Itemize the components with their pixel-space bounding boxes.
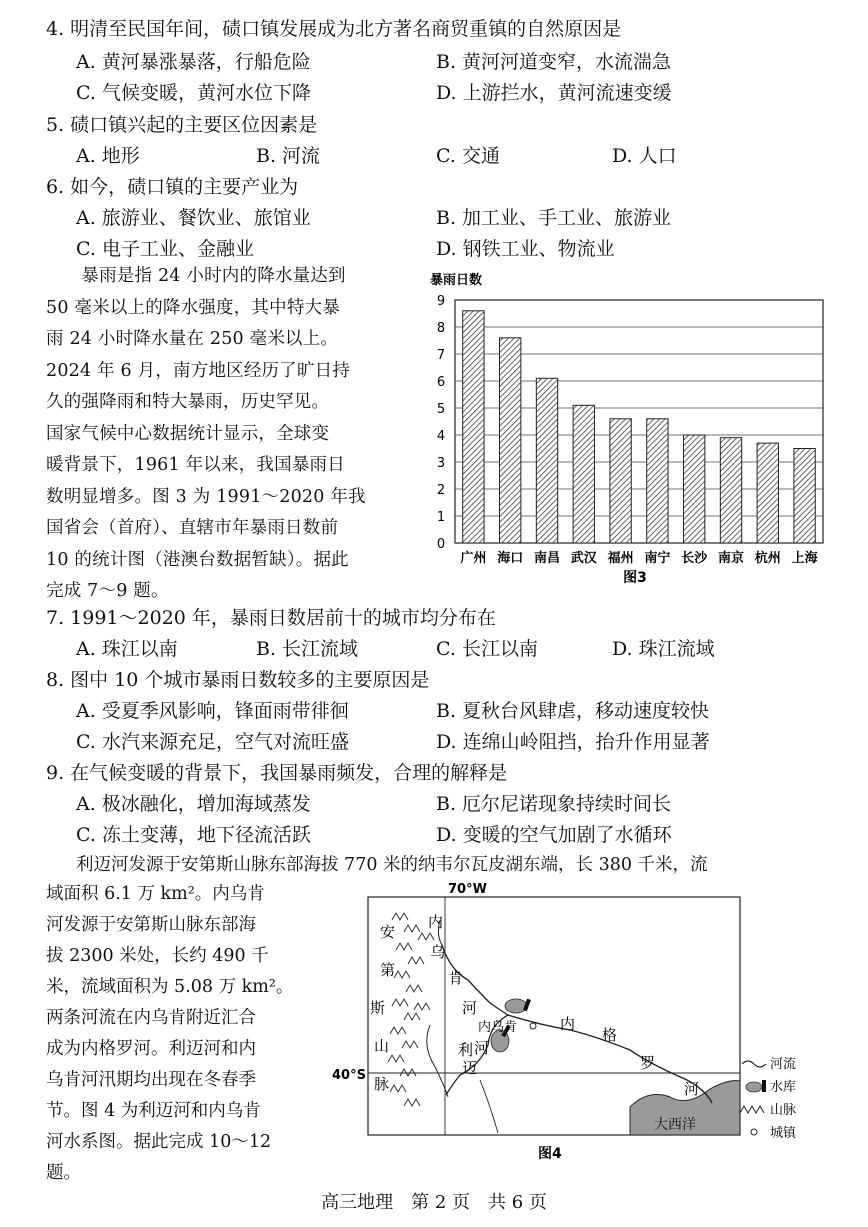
question-4-option-c: C. 气候变暖，黄河水位下降	[76, 82, 311, 104]
neuquen-char-3: 肯	[448, 969, 464, 987]
negro-char-1: 内	[560, 1015, 576, 1033]
passage-line: 数明显增多。图 3 为 1991～2020 年我	[46, 486, 366, 507]
passage-line: 节。图 4 为利迈河和内乌肯	[46, 1101, 261, 1121]
longitude-label: 70°W	[448, 882, 487, 897]
mountain-symbol	[402, 1041, 418, 1048]
chart-xtick-label: 长沙	[681, 551, 708, 566]
chart-xtick-label: 海口	[497, 551, 524, 566]
chart-bar	[720, 438, 741, 543]
question-5-option-a: A. 地形	[76, 145, 140, 167]
map-caption: 图4	[538, 1146, 562, 1162]
chart-ytick-label: 3	[436, 456, 446, 471]
passage-line: 2024 年 6 月，南方地区经历了旷日持	[46, 360, 351, 381]
question-8-option-b: B. 夏秋台风肆虐，移动速度较快	[436, 700, 710, 722]
question-7-option-a: A. 珠江以南	[76, 638, 178, 660]
question-7-option-d: D. 珠江流域	[612, 638, 715, 660]
passage-line: 域面积 6.1 万 km²。内乌肯	[46, 884, 265, 904]
chart-xtick-label: 武汉	[570, 551, 597, 566]
chart-xtick-label: 南昌	[533, 551, 561, 566]
chart-bar	[536, 378, 557, 543]
mountain-symbol	[404, 925, 420, 932]
question-5-option-b: B. 河流	[256, 145, 321, 167]
chart-xtick-label: 上海	[791, 551, 818, 566]
passage-line: 两条河流在内乌肯附近汇合	[46, 1008, 256, 1028]
question-6-option-c: C. 电子工业、金融业	[76, 238, 254, 260]
ocean-label: 大西洋	[654, 1117, 696, 1133]
chart-bar	[610, 419, 631, 543]
mountain-symbol	[390, 1027, 406, 1034]
latitude-label: 40°S	[332, 1068, 366, 1083]
question-5-option-d: D. 人口	[612, 145, 677, 167]
chart-ylabel: 暴雨日数	[430, 273, 483, 288]
legend-town-label: 城镇	[770, 1126, 797, 1141]
page-footer: 高三地理 第 2 页 共 6 页	[321, 1192, 547, 1213]
question-6-stem: 6. 如今，碛口镇的主要产业为	[46, 176, 299, 198]
chart-ytick-label: 7	[436, 348, 446, 363]
chart-xtick-label: 广州	[460, 551, 487, 566]
neuquen-char-4: 河	[462, 999, 478, 1017]
limay-char-2: 迈	[462, 1059, 478, 1077]
passage-line: 拔 2300 米处，长约 490 千	[46, 946, 269, 966]
mountain-symbol	[394, 971, 410, 978]
legend-dam-icon	[762, 1080, 766, 1092]
question-6-option-b: B. 加工业、手工业、旅游业	[436, 207, 672, 229]
chart-ytick-label: 4	[436, 429, 446, 444]
passage-line: 雨 24 小时降水量在 250 毫米以上。	[46, 329, 339, 349]
question-8-option-d: D. 连绵山岭阻挡，抬升作用显著	[436, 731, 710, 753]
question-8-option-a: A. 受夏季风影响，锋面雨带徘徊	[76, 700, 349, 722]
passage-line: 国家气候中心数据统计显示，全球变	[46, 423, 330, 444]
chart-bar	[684, 435, 705, 543]
question-9-option-c: C. 冻土变薄，地下径流活跃	[76, 824, 311, 846]
legend-reservoir-icon	[746, 1082, 762, 1092]
passage-rainstorm	[46, 261, 416, 608]
passage-line: 暴雨是指 24 小时内的降水量达到	[46, 266, 346, 286]
mountain-symbol	[414, 1003, 430, 1010]
question-5-stem: 5. 碛口镇兴起的主要区位因素是	[46, 114, 318, 136]
passage-line: 河发源于安第斯山脉东部海	[46, 915, 256, 935]
chart-ytick-label: 0	[436, 537, 446, 552]
question-5-option-c: C. 交通	[436, 145, 500, 167]
neuquen-char-2: 乌	[430, 943, 446, 961]
negro-char-2: 格	[602, 1026, 618, 1044]
question-4-option-d: D. 上游拦水，黄河流速变缓	[436, 82, 672, 104]
passage-river	[46, 879, 346, 1189]
town-label: 内乌肯	[478, 1020, 518, 1035]
limay-char-1: 利	[458, 1041, 474, 1059]
question-9-option-a: A. 极冰融化，增加海域蒸发	[76, 793, 311, 815]
chart-bar	[500, 338, 521, 543]
question-8-option-c: C. 水汽来源充足，空气对流旺盛	[76, 731, 349, 753]
question-6-option-d: D. 钢铁工业、物流业	[436, 238, 615, 260]
legend-river-label: 河流	[770, 1057, 797, 1072]
mountain-symbol	[390, 1085, 406, 1092]
legend-reservoir-label: 水库	[770, 1080, 797, 1095]
minor-river	[480, 1080, 498, 1133]
andes-char-5: 脉	[374, 1075, 390, 1093]
chart-ytick-label: 8	[436, 321, 446, 336]
mountain-symbol	[400, 1069, 416, 1076]
chart-bar	[757, 443, 778, 543]
legend-river-icon	[742, 1061, 766, 1067]
legend-mountain-label: 山脉	[770, 1103, 797, 1118]
passage-line: 题。	[46, 1163, 81, 1183]
chart-ytick-label: 6	[436, 375, 446, 390]
mountain-symbol	[406, 985, 422, 992]
andes-mountains	[388, 913, 434, 1106]
mountain-symbol	[418, 933, 434, 940]
question-4-option-b: B. 黄河河道变窄，水流湍急	[436, 51, 672, 73]
chart-xtick-label: 福州	[607, 551, 634, 566]
question-7-stem: 7. 1991～2020 年，暴雨日数居前十的城市均分布在	[46, 607, 496, 629]
mountain-symbol	[388, 1055, 404, 1062]
map-legend	[740, 1056, 797, 1141]
chart-ytick-label: 2	[436, 483, 446, 498]
mountain-symbol	[392, 999, 408, 1006]
chart-ytick-label: 9	[436, 294, 446, 309]
passage-line: 久的强降雨和特大暴雨，历史罕见。	[46, 392, 330, 412]
passage-line: 成为内格罗河。利迈河和内	[46, 1039, 256, 1059]
question-9-option-d: D. 变暖的空气加剧了水循环	[436, 824, 672, 846]
chart-ytick-label: 1	[436, 510, 446, 525]
chart-bar	[794, 449, 815, 544]
mountain-symbol	[404, 1013, 420, 1020]
passage-line: 国省会（首府）、直辖市年暴雨日数前	[46, 518, 339, 538]
question-7-option-b: B. 长江流域	[256, 638, 359, 660]
chart-xtick-label: 南京	[717, 551, 745, 566]
passage-line: 10 的统计图（港澳台数据暂缺）。据此	[46, 549, 349, 570]
chart-xtick-label: 杭州	[754, 551, 781, 566]
river-system-map	[330, 875, 810, 1165]
negro-char-4: 河	[684, 1080, 700, 1098]
reservoir-neuquen	[505, 999, 527, 1013]
mountain-symbol	[396, 943, 412, 950]
passage-line: 暖背景下，1961 年以来，我国暴雨日	[46, 455, 345, 475]
andes-char-1: 安	[380, 923, 396, 941]
andes-char-2: 第	[380, 961, 396, 979]
question-4-option-a: A. 黄河暴涨暴落，行船危险	[76, 51, 311, 73]
andes-char-4: 山	[374, 1037, 390, 1055]
map-frame	[368, 897, 740, 1135]
question-9-stem: 9. 在气候变暖的背景下，我国暴雨频发，合理的解释是	[46, 762, 508, 784]
legend-mountain-icon	[740, 1106, 764, 1113]
mountain-symbol	[404, 1099, 420, 1106]
passage-river-first-line: 利迈河发源于安第斯山脉东部海拔 770 米的纳韦尔瓦皮湖东端，长 380 千米，流	[76, 855, 708, 875]
question-7-option-c: C. 长江以南	[436, 638, 538, 660]
limay-char-3: 河	[474, 1039, 490, 1057]
neuquen-char-1: 内	[428, 913, 444, 931]
question-8-stem: 8. 图中 10 个城市暴雨日数较多的主要原因是	[46, 669, 430, 691]
chart-bar	[463, 311, 484, 543]
rainstorm-days-chart	[420, 262, 860, 592]
negro-char-3: 罗	[640, 1054, 656, 1072]
passage-line: 50 毫米以上的降水强度，其中特大暴	[46, 297, 340, 318]
question-4-stem: 4. 明清至民国年间，碛口镇发展成为北方著名商贸重镇的自然原因是	[46, 18, 622, 40]
legend-town-icon	[751, 1129, 757, 1135]
question-9-option-b: B. 厄尔尼诺现象持续时间长	[436, 793, 672, 815]
andes-char-3: 斯	[370, 999, 386, 1017]
chart-xtick-label: 南宁	[644, 551, 671, 566]
chart-ytick-label: 5	[436, 402, 446, 417]
chart-caption: 图3	[623, 570, 647, 586]
chart-bar	[573, 405, 594, 543]
town-marker	[530, 1023, 536, 1029]
mountain-symbol	[392, 913, 408, 920]
passage-line: 米，流域面积为 5.08 万 km²。	[46, 977, 294, 997]
mountain-symbol	[408, 957, 424, 964]
passage-line: 乌肯河汛期均出现在冬春季	[46, 1070, 256, 1090]
question-6-option-a: A. 旅游业、餐饮业、旅馆业	[76, 207, 311, 229]
passage-line: 完成 7～9 题。	[46, 581, 169, 601]
chart-bar	[647, 419, 668, 543]
passage-line: 河水系图。据此完成 10～12	[46, 1132, 272, 1152]
